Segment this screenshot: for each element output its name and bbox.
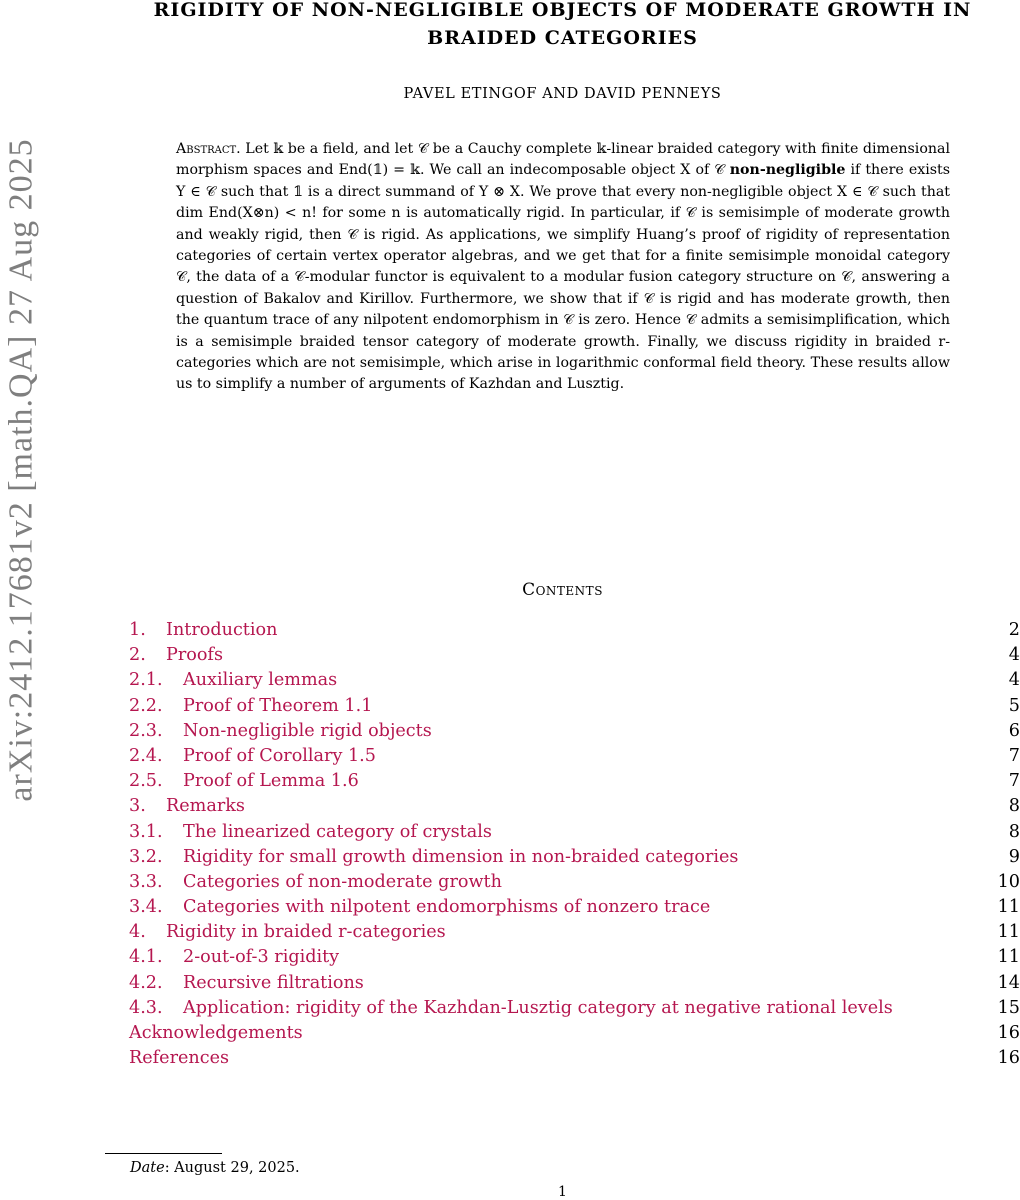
arxiv-identifier-stamp bbox=[0, 0, 44, 940]
paper-title: RIGIDITY OF NON-NEGLIGIBLE OBJECTS OF MODERATE GROWTH IN BRAIDED CATEGORIES bbox=[153, 0, 972, 49]
toc-entry-label: Proof of Theorem 1.1 bbox=[183, 695, 373, 716]
toc-entry-link[interactable] bbox=[129, 770, 359, 795]
toc-entry-link[interactable] bbox=[129, 644, 223, 669]
toc-entry-link[interactable] bbox=[129, 896, 710, 921]
toc-entry-label: Recursive filtrations bbox=[183, 972, 364, 993]
toc-entry[interactable] bbox=[129, 770, 1020, 795]
toc-entry-page: 5 bbox=[1008, 695, 1020, 716]
toc-entry[interactable] bbox=[129, 795, 1020, 820]
toc-entry-label: Auxiliary lemmas bbox=[183, 670, 338, 691]
paper-authors: PAVEL ETINGOF AND DAVID PENNEYS bbox=[403, 86, 722, 102]
toc-entry-page: 16 bbox=[997, 1023, 1020, 1043]
toc-entry[interactable] bbox=[129, 1022, 1020, 1047]
toc-entry-label: Rigidity in braided r-categories bbox=[166, 922, 446, 943]
toc-entry-page: 9 bbox=[1008, 846, 1020, 867]
toc-entry-link[interactable] bbox=[129, 997, 893, 1022]
toc-entry[interactable] bbox=[129, 695, 1020, 720]
toc-entry-link[interactable] bbox=[129, 695, 372, 720]
page-number: 1 bbox=[558, 1184, 567, 1200]
toc-entry-link[interactable] bbox=[129, 1047, 229, 1072]
toc-entry-page: 7 bbox=[1008, 745, 1020, 766]
toc-entry-link[interactable] bbox=[129, 846, 738, 871]
toc-entry-number: 2.4. bbox=[129, 745, 163, 766]
toc-entry[interactable] bbox=[129, 871, 1020, 896]
toc-entry-number: 3. bbox=[129, 796, 146, 817]
toc-entry[interactable] bbox=[129, 821, 1020, 846]
toc-entry-page: 16 bbox=[997, 1048, 1020, 1069]
toc-entry-number: 3.4. bbox=[129, 897, 163, 918]
toc-entry-label: 2-out-of-3 rigidity bbox=[183, 947, 340, 968]
toc-entry[interactable] bbox=[129, 745, 1020, 770]
toc-entry-number: 3.1. bbox=[129, 821, 163, 842]
toc-entry-label: Proof of Corollary 1.5 bbox=[183, 745, 376, 766]
toc-entry-label: Rigidity for small growth dimension in non-braided categories bbox=[183, 846, 739, 867]
arxiv-identifier-text: arXiv:2412.17681v2 [math.QA] 27 Aug 2025 bbox=[3, 138, 40, 802]
toc-entry[interactable] bbox=[129, 972, 1020, 997]
toc-entry-label: Remarks bbox=[166, 796, 245, 817]
toc-entry-label: The linearized category of crystals bbox=[183, 821, 492, 842]
toc-entry[interactable] bbox=[129, 946, 1020, 971]
footnote-rule bbox=[105, 1153, 222, 1154]
toc-entry-number: 4.3. bbox=[129, 997, 163, 1018]
toc-entry[interactable] bbox=[129, 619, 1020, 644]
toc-entry-number: 4.1. bbox=[129, 947, 163, 968]
toc-entry-page: 6 bbox=[1008, 720, 1020, 741]
toc-entry[interactable] bbox=[129, 896, 1020, 921]
toc-entry-page: 8 bbox=[1008, 821, 1020, 842]
toc-entry-number: 2.3. bbox=[129, 720, 163, 741]
toc-entry-link[interactable] bbox=[129, 720, 432, 745]
abstract-text-part-1: Let 𝕜 be a field, and let 𝒞 be a Cauchy complete 𝕜-linear braided category with finite dimensional morphism spaces and End(𝟙) = 𝕜. We call an indecomposable object X of 𝒞 bbox=[176, 141, 951, 179]
footnote-date-label: Date bbox=[130, 1160, 165, 1176]
toc-entry[interactable] bbox=[129, 720, 1020, 745]
abstract-text-part-2: if there exists Y ∈ 𝒞 such that 𝟙 is a direct summand of Y ⊗ X. We prove that every non-negligible object X ∈ 𝒞 such that dim End(X⊗n) < n! for some n is automatically rigid. In particular, if 𝒞 is semisimple of moderate growth and weakly rigid, then 𝒞 is rigid. As applications, we simplify Huang’s proof of rigidity of representation categories of certain vertex operator algebras, and we get that for a finite semisimple monoidal category 𝒞, the data of a 𝒞-modular functor is equivalent to a modular fusion category structure on 𝒞, answering a question of Bakalov and Kirillov. Furthermore, we show that if 𝒞 is rigid and has moderate growth, then the quantum trace of any nilpotent endomorphism in 𝒞 is zero. Hence 𝒞 admits a semisimplification, which is a semisimple braided tensor category of moderate growth. Finally, we discuss rigidity in braided r-categories which are not semisimple, which arise in logarithmic conformal field theory. These results allow us to simplify a number of arguments of Kazhdan and Lusztig. bbox=[176, 162, 951, 393]
toc-entry-link[interactable] bbox=[129, 669, 337, 694]
toc-entry-label: Proofs bbox=[166, 645, 223, 666]
toc-entry-link[interactable] bbox=[129, 745, 376, 770]
toc-entry-label: Categories of non-moderate growth bbox=[183, 871, 502, 892]
toc-entry-link[interactable] bbox=[129, 871, 502, 896]
toc-entry[interactable] bbox=[129, 921, 1020, 946]
toc-entry-label: Application: rigidity of the Kazhdan-Lusztig category at negative rational levels bbox=[183, 997, 893, 1018]
toc-entry-number: 2.5. bbox=[129, 771, 163, 792]
toc-entry-page: 11 bbox=[997, 947, 1020, 968]
toc-entry-label: Non-negligible rigid objects bbox=[183, 720, 432, 741]
footnote-date bbox=[130, 1160, 300, 1176]
toc-entry-page: 2 bbox=[1008, 620, 1020, 640]
toc-entry-number: 4. bbox=[129, 922, 146, 943]
toc-entry-page: 8 bbox=[1008, 796, 1020, 817]
toc-entry[interactable] bbox=[129, 846, 1020, 871]
toc-entry[interactable] bbox=[129, 997, 1020, 1022]
toc-entry-page: 11 bbox=[997, 922, 1020, 943]
toc-entry-link[interactable] bbox=[129, 921, 446, 946]
toc-entry[interactable] bbox=[129, 1047, 1020, 1072]
toc-entry-link[interactable] bbox=[129, 946, 339, 971]
toc-entry-link[interactable] bbox=[129, 619, 277, 644]
contents-heading: Contents bbox=[522, 580, 603, 600]
toc-entry-label: References bbox=[129, 1048, 230, 1069]
toc-entry-number: 3.2. bbox=[129, 846, 163, 867]
toc-entry-page: 10 bbox=[997, 871, 1020, 892]
toc-entry-number: 2. bbox=[129, 645, 146, 666]
toc-entry-number: 3.3. bbox=[129, 871, 163, 892]
toc-entry-number: 1. bbox=[129, 620, 146, 640]
toc-entry-page: 7 bbox=[1008, 771, 1020, 792]
toc-entry-page: 4 bbox=[1008, 670, 1020, 691]
abstract-heading: Abstract. bbox=[176, 141, 241, 157]
toc-entry-number: 2.2. bbox=[129, 695, 163, 716]
abstract-bold-term: non-negligible bbox=[729, 162, 846, 179]
toc-entry-page: 11 bbox=[997, 897, 1020, 918]
table-of-contents bbox=[129, 619, 1020, 1072]
toc-entry-label: Categories with nilpotent endomorphisms of nonzero trace bbox=[183, 897, 711, 918]
toc-entry-number: 4.2. bbox=[129, 972, 163, 993]
toc-entry-link[interactable] bbox=[129, 821, 492, 846]
abstract bbox=[176, 139, 950, 396]
toc-entry-label: Introduction bbox=[166, 620, 278, 640]
toc-entry-page: 14 bbox=[997, 972, 1020, 993]
toc-entry[interactable] bbox=[129, 644, 1020, 669]
toc-entry-page: 15 bbox=[997, 997, 1020, 1018]
toc-entry-page: 4 bbox=[1008, 645, 1020, 666]
footnote-date-text: : August 29, 2025. bbox=[164, 1160, 300, 1176]
toc-entry-link[interactable] bbox=[129, 795, 245, 820]
toc-entry[interactable] bbox=[129, 669, 1020, 694]
toc-entry-number: 2.1. bbox=[129, 670, 163, 691]
toc-entry-link[interactable] bbox=[129, 1022, 303, 1047]
toc-entry-label: Acknowledgements bbox=[129, 1023, 303, 1043]
toc-entry-link[interactable] bbox=[129, 972, 364, 997]
toc-entry-label: Proof of Lemma 1.6 bbox=[183, 771, 359, 792]
